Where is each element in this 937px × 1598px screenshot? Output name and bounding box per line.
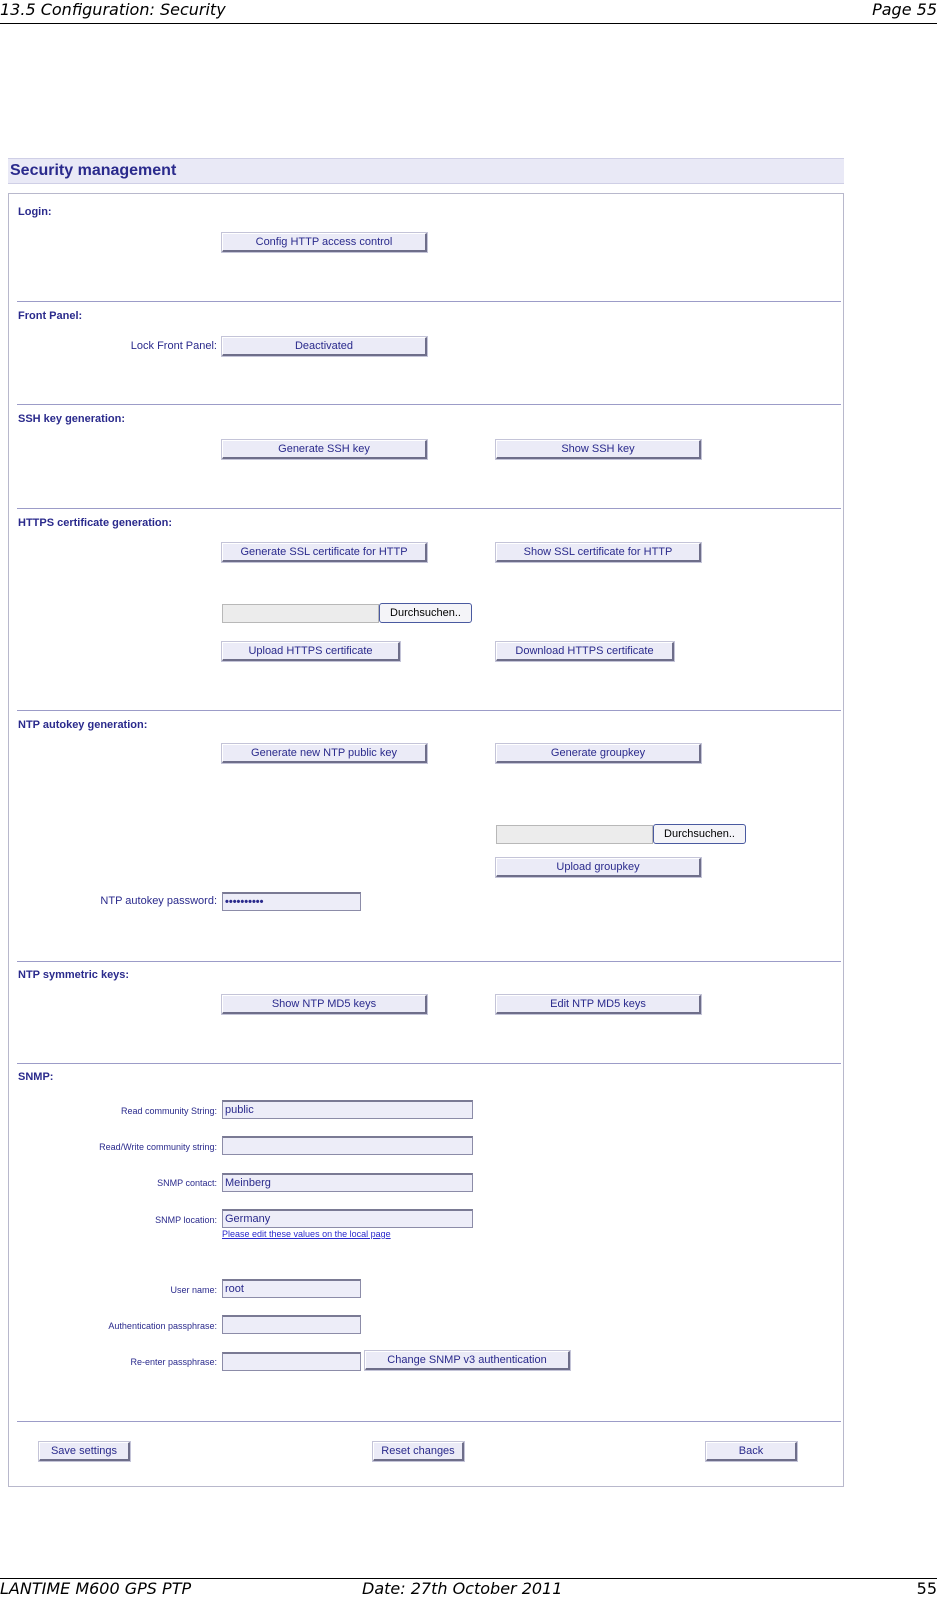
auth-passphrase-label: Authentication passphrase: bbox=[108, 1321, 217, 1331]
security-panel bbox=[8, 193, 844, 1487]
https-file-input[interactable] bbox=[222, 604, 379, 623]
edit-local-page-link[interactable]: Please edit these values on the local page bbox=[222, 1229, 391, 1239]
download-https-cert-button[interactable]: Download HTTPS certificate bbox=[496, 642, 674, 661]
page-number: 55 bbox=[916, 1579, 937, 1598]
show-ntp-md5-keys-button[interactable]: Show NTP MD5 keys bbox=[222, 995, 427, 1014]
ntp-autokey-password-label: NTP autokey password: bbox=[100, 895, 217, 907]
divider bbox=[17, 404, 841, 405]
ssh-section-label: SSH key generation: bbox=[18, 413, 125, 425]
user-name-input[interactable]: root bbox=[222, 1279, 361, 1298]
reenter-passphrase-label: Re-enter passphrase: bbox=[130, 1357, 217, 1367]
snmp-contact-label: SNMP contact: bbox=[157, 1178, 217, 1188]
generate-ntp-public-key-button[interactable]: Generate new NTP public key bbox=[222, 744, 427, 763]
read-community-input[interactable]: public bbox=[222, 1100, 473, 1119]
lock-front-panel-button[interactable]: Deactivated bbox=[222, 337, 427, 356]
upload-groupkey-button[interactable]: Upload groupkey bbox=[496, 858, 701, 877]
rw-community-input[interactable] bbox=[222, 1136, 473, 1155]
front-panel-section-label: Front Panel: bbox=[18, 310, 83, 322]
upload-https-cert-button[interactable]: Upload HTTPS certificate bbox=[222, 642, 400, 661]
divider bbox=[17, 710, 841, 711]
divider bbox=[17, 508, 841, 509]
auth-passphrase-input[interactable] bbox=[222, 1315, 361, 1334]
page-label: Page 55 bbox=[872, 0, 937, 19]
show-ssh-key-button[interactable]: Show SSH key bbox=[496, 440, 701, 459]
change-snmp-v3-auth-button[interactable]: Change SNMP v3 authentication bbox=[365, 1351, 570, 1370]
reenter-passphrase-input[interactable] bbox=[222, 1352, 361, 1371]
snmp-location-label: SNMP location: bbox=[155, 1215, 217, 1225]
https-section-label: HTTPS certificate generation: bbox=[18, 517, 173, 529]
section-title: 13.5 Configuration: Security bbox=[0, 0, 226, 19]
read-community-label: Read community String: bbox=[120, 1106, 217, 1116]
document-date: Date: 27th October 2011 bbox=[362, 1579, 563, 1598]
edit-ntp-md5-keys-button[interactable]: Edit NTP MD5 keys bbox=[496, 995, 701, 1014]
document-footer bbox=[0, 1578, 937, 1598]
ntp-autokey-section-label: NTP autokey generation: bbox=[18, 719, 148, 731]
show-ssl-cert-button[interactable]: Show SSL certificate for HTTP bbox=[496, 543, 701, 562]
generate-ssl-cert-button[interactable]: Generate SSL certificate for HTTP bbox=[222, 543, 427, 562]
groupkey-file-input[interactable] bbox=[496, 825, 653, 844]
divider bbox=[17, 1421, 841, 1422]
config-http-access-button[interactable]: Config HTTP access control bbox=[222, 233, 427, 252]
product-name: LANTIME M600 GPS PTP bbox=[0, 1579, 192, 1598]
ntp-symmetric-section-label: NTP symmetric keys: bbox=[18, 969, 130, 981]
snmp-section-label: SNMP: bbox=[18, 1071, 54, 1083]
user-name-label: User name: bbox=[170, 1285, 217, 1295]
page-title: Security management bbox=[8, 158, 844, 184]
groupkey-browse-button[interactable]: Durchsuchen.. bbox=[653, 824, 746, 844]
document-header bbox=[0, 0, 937, 24]
rw-community-label: Read/Write community string: bbox=[99, 1142, 217, 1152]
https-browse-button[interactable]: Durchsuchen.. bbox=[379, 603, 472, 623]
ntp-autokey-password-input[interactable]: •••••••••• bbox=[222, 892, 361, 911]
login-section-label: Login: bbox=[18, 206, 52, 218]
divider bbox=[17, 1063, 841, 1064]
generate-groupkey-button[interactable]: Generate groupkey bbox=[496, 744, 701, 763]
snmp-location-input[interactable]: Germany bbox=[222, 1209, 473, 1228]
back-button[interactable]: Back bbox=[706, 1442, 797, 1461]
divider bbox=[17, 301, 841, 302]
generate-ssh-key-button[interactable]: Generate SSH key bbox=[222, 440, 427, 459]
lock-front-panel-label: Lock Front Panel: bbox=[130, 340, 217, 352]
save-settings-button[interactable]: Save settings bbox=[39, 1442, 130, 1461]
divider bbox=[17, 961, 841, 962]
snmp-contact-input[interactable]: Meinberg bbox=[222, 1173, 473, 1192]
reset-changes-button[interactable]: Reset changes bbox=[373, 1442, 464, 1461]
